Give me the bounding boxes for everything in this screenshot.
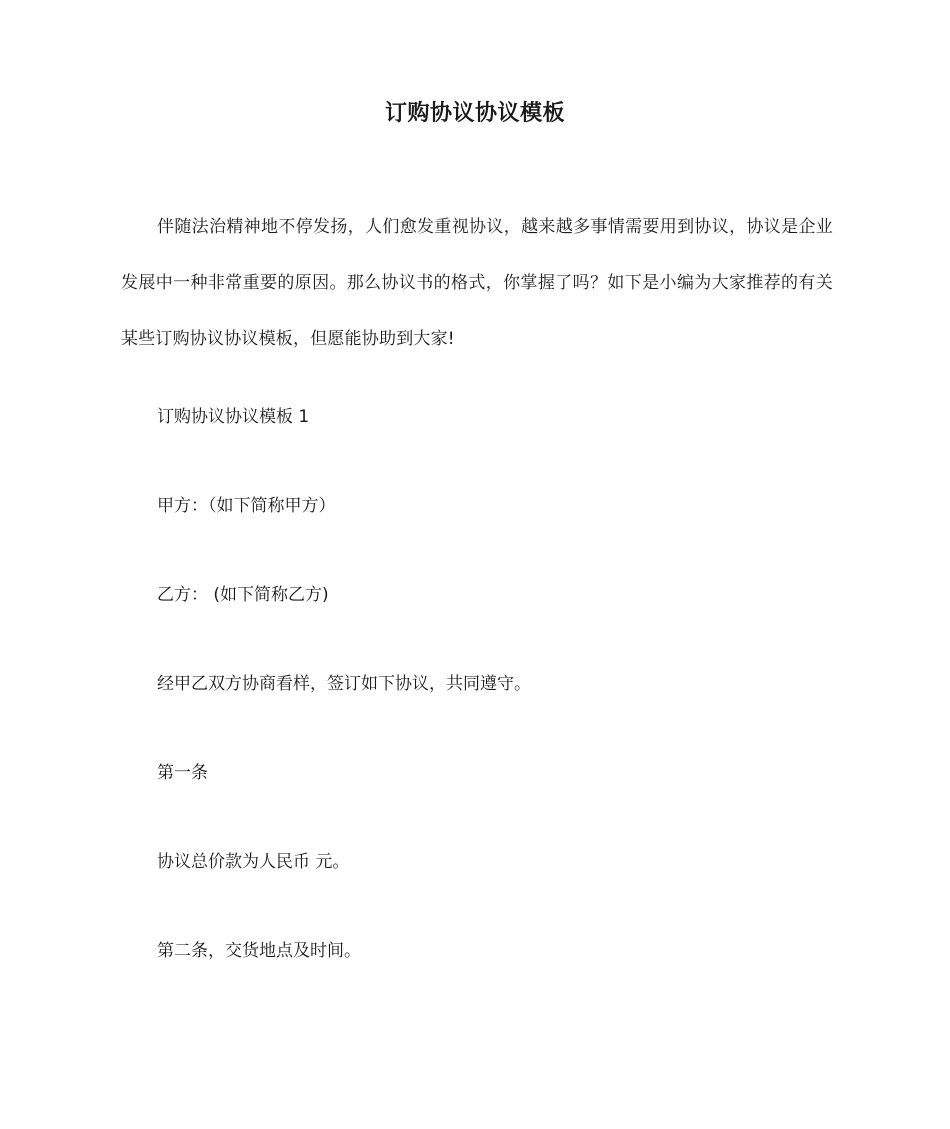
total-price-line: 协议总价款为人民币 元。 <box>157 852 350 872</box>
section-heading: 订购协议协议模板 1 <box>157 407 310 427</box>
intro-paragraph: 伴随法治精神地不停发扬，人们愈发重视协议，越来越多事情需要用到协议，协议是企业发展中一种非常重要的原因。那么协议书的格式，你掌握了吗？如下是小编为大家推荐的有关某些订购协议协议模板，但愿能协助到大家! <box>121 217 833 349</box>
article-two-heading: 第二条，交货地点及时间。 <box>157 941 361 961</box>
agreement-statement: 经甲乙双方协商看样，签订如下协议，共同遵守。 <box>157 674 531 694</box>
party-a-line: 甲方：（如下简称甲方） <box>157 496 336 516</box>
party-b-line: 乙方： (如下简称乙方) <box>157 585 329 605</box>
document-title: 订购协议协议模板 <box>384 101 565 126</box>
article-one-heading: 第一条 <box>157 763 208 783</box>
